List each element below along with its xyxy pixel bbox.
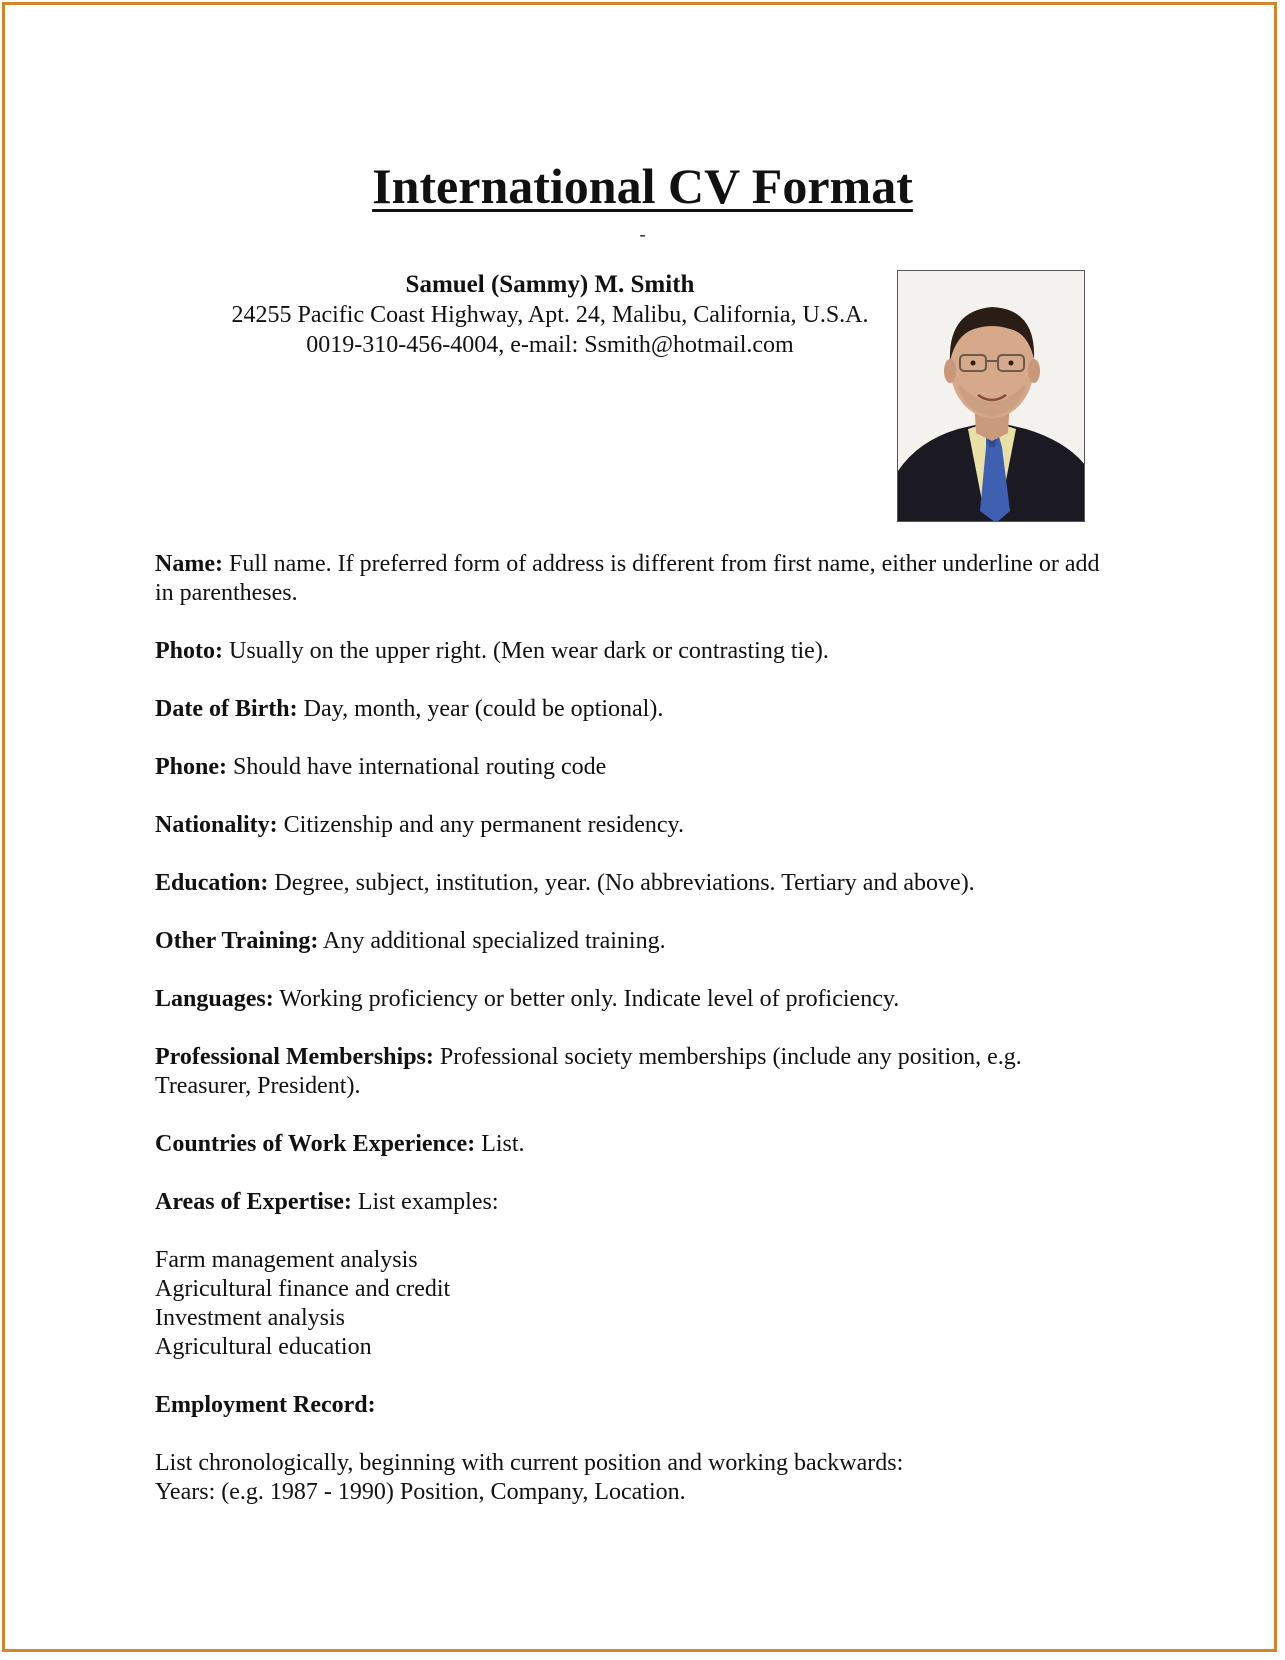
person-name: Samuel (Sammy) M. Smith (405, 271, 695, 298)
field-name: Name: Full name. If preferred form of address is different from first name, either underline or add in parentheses. (155, 551, 1100, 606)
person-photo (897, 270, 1085, 522)
contact-header (190, 270, 910, 360)
document-title: International CV Format (372, 158, 913, 214)
employment-instructions (155, 1449, 1115, 1507)
field-phone: Phone: Should have international routing code (155, 754, 607, 780)
field-nationality: Nationality: Citizenship and any permanent residency. (155, 812, 684, 838)
list-item: Investment analysis (155, 1305, 345, 1331)
employment-line: Years: (e.g. 1987 - 1990) Position, Company, Location. (155, 1479, 686, 1505)
person-portrait-icon (898, 271, 1085, 522)
field-languages: Languages: Working proficiency or better only. Indicate level of proficiency. (155, 986, 900, 1012)
list-item: Farm management analysis (155, 1247, 418, 1273)
title-dash: - (639, 224, 646, 244)
field-date-of-birth: Date of Birth: Day, month, year (could be optional). (155, 696, 664, 722)
field-professional-memberships: Professional Memberships: Professional society memberships (include any position, e.g. Treasurer, President). (155, 1044, 1022, 1099)
employment-record-heading: Employment Record: (155, 1392, 376, 1418)
employment-line: List chronologically, beginning with current position and working backwards: (155, 1450, 904, 1476)
field-education: Education: Degree, subject, institution, year. (No abbreviations. Tertiary and above). (155, 870, 975, 896)
field-areas-of-expertise: Areas of Expertise: List examples: (155, 1189, 499, 1215)
list-item: Agricultural education (155, 1334, 372, 1360)
cv-guidelines (155, 550, 1115, 1536)
field-other-training: Other Training: Any additional specialized training. (155, 928, 666, 954)
field-photo: Photo: Usually on the upper right. (Men wear dark or contrasting tie). (155, 638, 829, 664)
contact-line: 0019-310-456-4004, e-mail: Ssmith@hotmail.com (306, 332, 794, 358)
expertise-list (155, 1246, 1115, 1362)
field-countries-of-work: Countries of Work Experience: List. (155, 1131, 525, 1157)
list-item: Agricultural finance and credit (155, 1276, 451, 1302)
address-line: 24255 Pacific Coast Highway, Apt. 24, Malibu, California, U.S.A. (231, 302, 869, 328)
